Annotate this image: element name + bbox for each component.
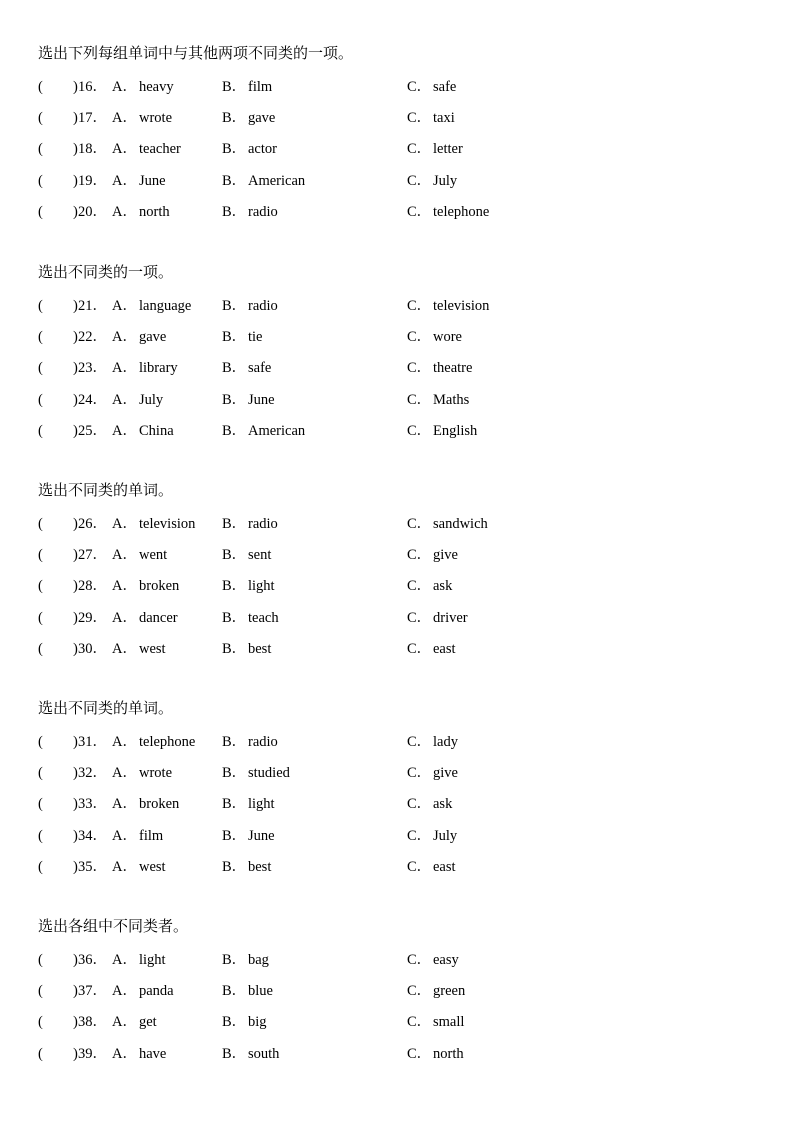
option-b-text: best xyxy=(248,640,272,657)
option-a-label: A． xyxy=(112,640,137,657)
option-a-label: A． xyxy=(112,578,137,595)
question-number xyxy=(78,419,107,443)
question-number-value: 21 xyxy=(78,298,93,314)
answer-paren-close: ) xyxy=(73,110,78,127)
answer-paren-close: ) xyxy=(73,360,78,377)
option-b-text: big xyxy=(248,1014,267,1031)
answer-paren-close: ) xyxy=(73,79,78,95)
answer-paren-open: ( xyxy=(38,360,43,377)
option-c-text: television xyxy=(433,298,490,314)
option-c-label: C． xyxy=(407,141,432,158)
option-b-label: B． xyxy=(222,858,247,875)
question-number-dot: ． xyxy=(92,952,107,968)
question-number xyxy=(78,543,107,567)
option-c-label: C． xyxy=(407,547,432,564)
option-a-label: A． xyxy=(112,858,137,875)
option-b-label: B． xyxy=(222,298,247,314)
option-a-label: A． xyxy=(112,796,137,813)
option-a-text: July xyxy=(139,391,164,408)
question-number xyxy=(78,1042,107,1066)
option-a-text: west xyxy=(139,640,166,657)
answer-paren-close: ) xyxy=(73,298,78,314)
option-c-text: lady xyxy=(433,734,458,750)
question-number xyxy=(78,200,107,224)
option-a-text: light xyxy=(139,952,166,968)
question-number xyxy=(78,761,107,785)
option-b-label: B． xyxy=(222,796,247,813)
option-b-text: bag xyxy=(248,952,269,968)
answer-paren-close: ) xyxy=(73,1014,78,1031)
option-b-text: sent xyxy=(248,547,272,564)
option-b-text: light xyxy=(248,796,275,813)
question-number xyxy=(78,637,107,661)
option-c-label: C． xyxy=(407,578,432,595)
question-number-value: 39 xyxy=(78,1045,93,1062)
question-number xyxy=(78,75,107,99)
option-a-label: A． xyxy=(112,172,137,189)
option-b-text: American xyxy=(248,422,306,439)
option-c-label: C． xyxy=(407,203,432,220)
question-number xyxy=(78,169,107,193)
option-b-text: radio xyxy=(248,734,278,750)
question-number-value: 24 xyxy=(78,391,93,408)
option-b-text: June xyxy=(248,827,275,844)
question-number-dot: ． xyxy=(92,391,107,408)
option-c-text: give xyxy=(433,765,458,782)
question-row xyxy=(38,824,758,855)
option-a-label: A． xyxy=(112,141,137,158)
option-c-text: letter xyxy=(433,141,463,158)
option-c-text: telephone xyxy=(433,203,490,220)
question-number-value: 28 xyxy=(78,578,93,595)
option-b-label: B． xyxy=(222,422,247,439)
option-a-label: A． xyxy=(112,516,137,532)
option-b-label: B． xyxy=(222,734,247,750)
question-row xyxy=(38,388,758,419)
question-section xyxy=(38,480,758,668)
option-b-label: B． xyxy=(222,983,247,1000)
option-a-text: west xyxy=(139,858,166,875)
question-number-dot: ． xyxy=(92,734,107,750)
section-instruction: 选出不同类的单词。 xyxy=(38,483,174,499)
answer-paren-open: ( xyxy=(38,734,43,750)
option-b-label: B． xyxy=(222,391,247,408)
option-a-label: A． xyxy=(112,952,137,968)
option-b-text: tie xyxy=(248,329,263,346)
option-c-label: C． xyxy=(407,983,432,1000)
question-number-dot: ． xyxy=(92,1045,107,1062)
answer-paren-open: ( xyxy=(38,422,43,439)
option-c-text: ask xyxy=(433,796,453,813)
answer-paren-open: ( xyxy=(38,640,43,657)
question-number-dot: ． xyxy=(92,110,107,127)
answer-paren-close: ) xyxy=(73,391,78,408)
answer-paren-open: ( xyxy=(38,172,43,189)
question-row xyxy=(38,792,758,823)
question-number xyxy=(78,356,107,380)
option-a-text: heavy xyxy=(139,79,174,95)
option-c-text: taxi xyxy=(433,110,455,127)
option-c-text: July xyxy=(433,172,458,189)
option-a-label: A． xyxy=(112,734,137,750)
option-c-text: July xyxy=(433,827,458,844)
answer-paren-open: ( xyxy=(38,952,43,968)
question-number xyxy=(78,979,107,1003)
question-number-value: 26 xyxy=(78,516,93,532)
question-number-dot: ． xyxy=(92,983,107,1000)
option-b-text: actor xyxy=(248,141,277,158)
option-c-text: English xyxy=(433,422,478,439)
answer-paren-close: ) xyxy=(73,578,78,595)
answer-paren-open: ( xyxy=(38,578,43,595)
option-c-text: ask xyxy=(433,578,453,595)
question-number-dot: ． xyxy=(92,827,107,844)
section-instruction: 选出各组中不同类者。 xyxy=(38,919,189,935)
answer-paren-close: ) xyxy=(73,609,78,626)
question-number-dot: ． xyxy=(92,360,107,377)
question-number-dot: ． xyxy=(92,422,107,439)
question-section xyxy=(38,916,758,1073)
answer-paren-close: ) xyxy=(73,1045,78,1062)
option-b-label: B． xyxy=(222,360,247,377)
option-c-text: east xyxy=(433,858,456,875)
answer-paren-close: ) xyxy=(73,765,78,782)
option-b-label: B． xyxy=(222,578,247,595)
question-number xyxy=(78,106,107,130)
question-number xyxy=(78,855,107,879)
question-number xyxy=(78,792,107,816)
question-number-dot: ． xyxy=(92,329,107,346)
option-c-label: C． xyxy=(407,827,432,844)
option-b-text: gave xyxy=(248,110,276,127)
option-b-text: June xyxy=(248,391,275,408)
option-c-text: theatre xyxy=(433,360,473,377)
option-b-text: studied xyxy=(248,765,290,782)
question-row xyxy=(38,855,758,886)
option-c-label: C． xyxy=(407,765,432,782)
option-b-label: B． xyxy=(222,827,247,844)
question-row xyxy=(38,137,758,168)
option-b-label: B． xyxy=(222,1014,247,1031)
option-c-label: C． xyxy=(407,79,432,95)
option-c-label: C． xyxy=(407,609,432,626)
option-c-label: C． xyxy=(407,298,432,314)
option-a-text: wrote xyxy=(139,765,173,782)
question-number-value: 33 xyxy=(78,796,93,813)
question-row xyxy=(38,574,758,605)
option-b-text: best xyxy=(248,858,272,875)
question-number xyxy=(78,606,107,630)
answer-paren-open: ( xyxy=(38,203,43,220)
answer-paren-open: ( xyxy=(38,1045,43,1062)
option-a-text: teacher xyxy=(139,141,181,158)
question-number-value: 31 xyxy=(78,734,93,750)
option-a-label: A． xyxy=(112,360,137,377)
question-number-value: 34 xyxy=(78,827,93,844)
question-number-value: 25 xyxy=(78,422,93,439)
question-number-value: 36 xyxy=(78,952,93,968)
question-number-value: 20 xyxy=(78,203,93,220)
option-c-text: sandwich xyxy=(433,516,488,532)
option-b-text: south xyxy=(248,1045,280,1062)
question-row xyxy=(38,1010,758,1041)
answer-paren-open: ( xyxy=(38,516,43,532)
option-a-label: A． xyxy=(112,203,137,220)
question-section xyxy=(38,43,758,231)
question-number xyxy=(78,325,107,349)
option-a-text: film xyxy=(139,827,164,844)
option-c-label: C． xyxy=(407,110,432,127)
answer-paren-open: ( xyxy=(38,983,43,1000)
answer-paren-open: ( xyxy=(38,329,43,346)
question-row xyxy=(38,948,758,979)
question-number-dot: ． xyxy=(92,609,107,626)
question-number-value: 16 xyxy=(78,79,93,95)
option-c-label: C． xyxy=(407,329,432,346)
option-a-text: dancer xyxy=(139,609,178,626)
question-row xyxy=(38,761,758,792)
question-row xyxy=(38,75,758,106)
option-a-text: broken xyxy=(139,578,180,595)
option-c-text: safe xyxy=(433,79,457,95)
answer-paren-close: ) xyxy=(73,858,78,875)
option-b-text: radio xyxy=(248,298,278,314)
option-a-text: China xyxy=(139,422,174,439)
question-row xyxy=(38,1042,758,1073)
option-c-text: easy xyxy=(433,952,459,968)
option-a-text: gave xyxy=(139,329,167,346)
question-number-value: 23 xyxy=(78,360,93,377)
option-a-text: language xyxy=(139,298,192,314)
option-b-label: B． xyxy=(222,640,247,657)
option-a-label: A． xyxy=(112,547,137,564)
question-row xyxy=(38,419,758,450)
section-instruction: 选出不同类的一项。 xyxy=(38,265,174,281)
question-number xyxy=(78,294,107,318)
question-number-dot: ． xyxy=(92,79,107,95)
question-number-dot: ． xyxy=(92,203,107,220)
question-row xyxy=(38,106,758,137)
option-c-text: green xyxy=(433,983,466,1000)
option-b-label: B． xyxy=(222,609,247,626)
option-a-label: A． xyxy=(112,609,137,626)
question-number-dot: ． xyxy=(92,640,107,657)
option-c-label: C． xyxy=(407,422,432,439)
option-a-label: A． xyxy=(112,422,137,439)
question-row xyxy=(38,730,758,761)
option-a-label: A． xyxy=(112,329,137,346)
option-a-text: telephone xyxy=(139,734,196,750)
option-c-text: east xyxy=(433,640,456,657)
option-b-label: B． xyxy=(222,203,247,220)
question-number-dot: ． xyxy=(92,796,107,813)
option-c-label: C． xyxy=(407,172,432,189)
option-a-label: A． xyxy=(112,1045,137,1062)
option-b-label: B． xyxy=(222,1045,247,1062)
answer-paren-close: ) xyxy=(73,983,78,1000)
question-number xyxy=(78,574,107,598)
question-number xyxy=(78,948,107,972)
option-c-label: C． xyxy=(407,360,432,377)
answer-paren-open: ( xyxy=(38,391,43,408)
question-number-value: 27 xyxy=(78,547,93,564)
option-b-text: blue xyxy=(248,983,273,1000)
option-c-text: wore xyxy=(433,329,462,346)
question-number-dot: ． xyxy=(92,578,107,595)
option-a-text: June xyxy=(139,172,166,189)
question-number-value: 37 xyxy=(78,983,93,1000)
question-number-dot: ． xyxy=(92,547,107,564)
answer-paren-open: ( xyxy=(38,827,43,844)
option-b-label: B． xyxy=(222,547,247,564)
question-row xyxy=(38,979,758,1010)
question-number xyxy=(78,1010,107,1034)
answer-paren-open: ( xyxy=(38,79,43,95)
question-number xyxy=(78,824,107,848)
question-number-value: 30 xyxy=(78,640,93,657)
question-number xyxy=(78,388,107,412)
answer-paren-close: ) xyxy=(73,516,78,532)
answer-paren-open: ( xyxy=(38,858,43,875)
question-row xyxy=(38,637,758,668)
option-a-text: television xyxy=(139,516,196,532)
option-c-label: C． xyxy=(407,640,432,657)
option-b-label: B． xyxy=(222,765,247,782)
option-a-label: A． xyxy=(112,79,137,95)
option-c-label: C． xyxy=(407,1014,432,1031)
section-instruction: 选出下列每组单词中与其他两项不同类的一项。 xyxy=(38,46,354,62)
option-a-label: A． xyxy=(112,391,137,408)
option-a-text: library xyxy=(139,360,178,377)
option-c-label: C． xyxy=(407,734,432,750)
answer-paren-close: ) xyxy=(73,172,78,189)
question-row xyxy=(38,356,758,387)
question-number-value: 22 xyxy=(78,329,93,346)
option-b-label: B． xyxy=(222,329,247,346)
answer-paren-open: ( xyxy=(38,547,43,564)
option-a-text: went xyxy=(139,547,168,564)
answer-paren-open: ( xyxy=(38,609,43,626)
option-b-text: safe xyxy=(248,360,272,377)
option-b-label: B． xyxy=(222,110,247,127)
option-a-text: have xyxy=(139,1045,167,1062)
option-b-text: light xyxy=(248,578,275,595)
answer-paren-open: ( xyxy=(38,765,43,782)
option-b-label: B． xyxy=(222,516,247,532)
question-section xyxy=(38,698,758,886)
question-number-value: 19 xyxy=(78,172,93,189)
answer-paren-open: ( xyxy=(38,298,43,314)
question-section xyxy=(38,262,758,450)
answer-paren-close: ) xyxy=(73,141,78,158)
question-number-dot: ． xyxy=(92,141,107,158)
answer-paren-open: ( xyxy=(38,1014,43,1031)
option-c-label: C． xyxy=(407,796,432,813)
option-c-text: give xyxy=(433,547,458,564)
question-row xyxy=(38,606,758,637)
option-a-label: A． xyxy=(112,1014,137,1031)
answer-paren-open: ( xyxy=(38,796,43,813)
question-number-value: 32 xyxy=(78,765,93,782)
option-a-label: A． xyxy=(112,983,137,1000)
option-b-label: B． xyxy=(222,172,247,189)
question-row xyxy=(38,200,758,231)
question-row xyxy=(38,512,758,543)
answer-paren-close: ) xyxy=(73,827,78,844)
option-b-text: radio xyxy=(248,516,278,532)
question-row xyxy=(38,169,758,200)
option-a-text: get xyxy=(139,1014,157,1031)
question-number-value: 18 xyxy=(78,141,93,158)
answer-paren-close: ) xyxy=(73,734,78,750)
answer-paren-close: ) xyxy=(73,329,78,346)
question-number xyxy=(78,512,107,536)
question-number xyxy=(78,137,107,161)
option-a-label: A． xyxy=(112,827,137,844)
question-number-dot: ． xyxy=(92,765,107,782)
question-number-value: 17 xyxy=(78,110,93,127)
answer-paren-open: ( xyxy=(38,110,43,127)
option-b-text: American xyxy=(248,172,306,189)
question-number-dot: ． xyxy=(92,172,107,189)
answer-paren-close: ) xyxy=(73,422,78,439)
answer-paren-close: ) xyxy=(73,952,78,968)
option-a-label: A． xyxy=(112,765,137,782)
option-c-text: driver xyxy=(433,609,468,626)
option-b-text: film xyxy=(248,79,273,95)
answer-paren-close: ) xyxy=(73,640,78,657)
option-a-label: A． xyxy=(112,110,137,127)
option-a-text: north xyxy=(139,203,170,220)
option-a-label: A． xyxy=(112,298,137,314)
option-b-label: B． xyxy=(222,79,247,95)
answer-paren-open: ( xyxy=(38,141,43,158)
option-c-label: C． xyxy=(407,516,432,532)
answer-paren-close: ) xyxy=(73,796,78,813)
option-a-text: wrote xyxy=(139,110,173,127)
question-number-value: 29 xyxy=(78,609,93,626)
option-c-text: small xyxy=(433,1014,465,1031)
answer-paren-close: ) xyxy=(73,547,78,564)
option-b-label: B． xyxy=(222,952,247,968)
question-number-dot: ． xyxy=(92,298,107,314)
question-row xyxy=(38,325,758,356)
question-number-dot: ． xyxy=(92,1014,107,1031)
answer-paren-close: ) xyxy=(73,203,78,220)
question-number-value: 38 xyxy=(78,1014,93,1031)
question-number-dot: ． xyxy=(92,516,107,532)
option-b-text: teach xyxy=(248,609,279,626)
question-row xyxy=(38,294,758,325)
section-instruction: 选出不同类的单词。 xyxy=(38,701,174,717)
option-a-text: broken xyxy=(139,796,180,813)
option-b-text: radio xyxy=(248,203,278,220)
option-a-text: panda xyxy=(139,983,174,1000)
question-number xyxy=(78,730,107,754)
option-c-text: north xyxy=(433,1045,464,1062)
option-b-label: B． xyxy=(222,141,247,158)
option-c-label: C． xyxy=(407,858,432,875)
question-number-value: 35 xyxy=(78,858,93,875)
option-c-label: C． xyxy=(407,1045,432,1062)
question-number-dot: ． xyxy=(92,858,107,875)
option-c-label: C． xyxy=(407,952,432,968)
option-c-label: C． xyxy=(407,391,432,408)
question-row xyxy=(38,543,758,574)
option-c-text: Maths xyxy=(433,391,470,408)
